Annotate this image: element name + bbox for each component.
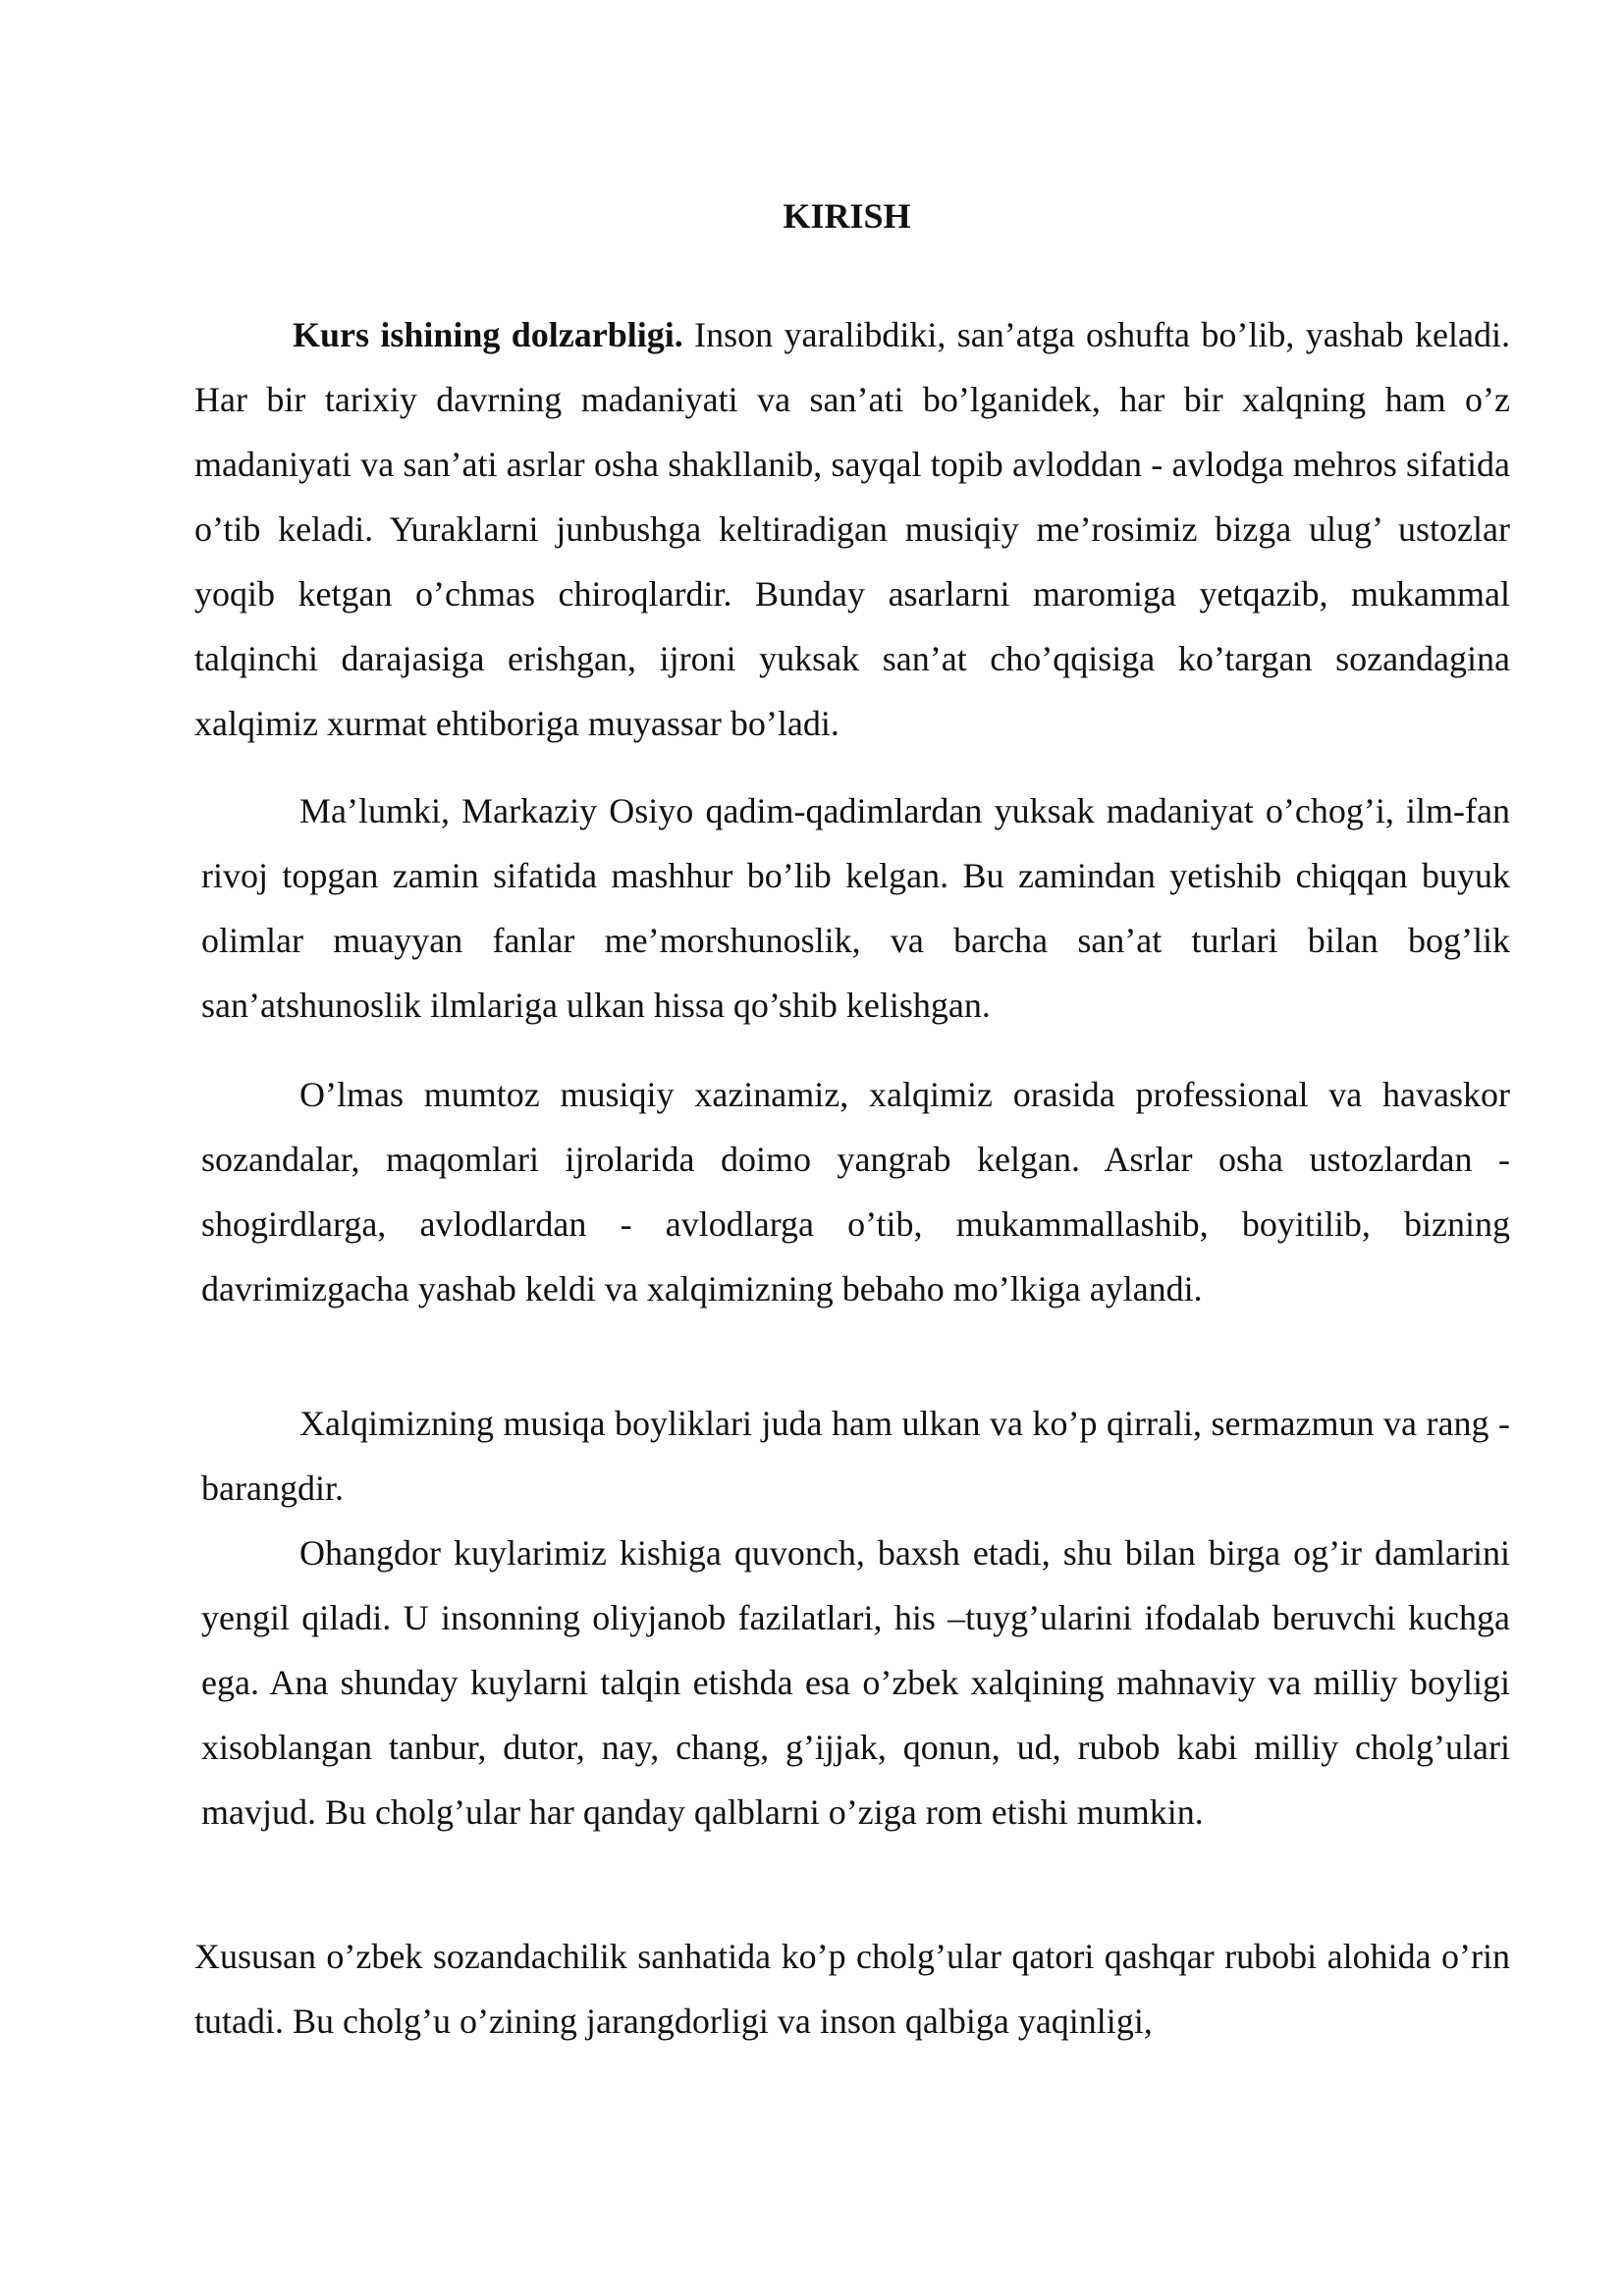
paragraph-melodies: Ohangdor kuylarimiz kishiga quvonch, baxsh etadi, shu bilan birga og’ir damlarini yengil qiladi. U insonning oliyjanob fazilatlari, his –tuyg’ularini ifodalab beruvchi kuchga ega. Ana shunday kuylarni talqin etishda esa o’zbek xalqining mahnaviy va milliy boyligi xisoblangan tanbur, dutor, nay, chang, g’ijjak, qonun, ud, rubob kabi milliy cholg’ulari mavjud. Bu cholg’ular har qanday qalblarni o’ziga rom etishi mumkin. [201,1533,1510,1832]
paragraph-text: Inson yaralibdiki, san’atga oshufta bo’lib, yashab keladi. Har bir tarixiy davrning madaniyati va san’ati bo’lganidek, har bir xalqning ham o’z madaniyati va san’ati asrlar osha shakllanib, sayqal topib avloddan - avlodga mehros sifatida o’tib keladi. Yuraklarni junbushga keltiradigan musiqiy me’rosimiz bizga ulug’ ustozlar yoqib ketgan o’chmas chiroqlardir. Bunday asarlarni maromiga yetqazib, mukammal talqinchi darajasiga erishgan, ijroni yuksak san’at cho’qqisiga ko’targan sozandagina xalqimiz xurmat ehtiboriga muyassar bo’ladi. [194,315,1510,743]
paragraph-central-asia: Ma’lumki, Markaziy Osiyo qadim-qadimlardan yuksak madaniyat o’chog’i, ilm-fan rivoj topgan zamin sifatida mashhur bo’lib kelgan. Bu zamindan yetishib chiqqan buyuk olimlar muayyan fanlar me’morshunoslik, va barcha san’at turlari bilan bog’lik san’atshunoslik ilmlariga ulkan hissa qo’shib kelishgan. [201,791,1510,1025]
paragraph-lead-heading: Kurs ishining dolzarbligi. [293,315,683,354]
paragraph-classical-music: O’lmas mumtoz musiqiy xazinamiz, xalqimiz orasida professional va havaskor sozandalar, maqomlari ijrolarida doimo yangrab kelgan. Asrlar osha ustozlardan - shogirdlarga, avlodlardan - avlodlarga o’tib, mukammallashib, boyitilib, bizning davrimizgacha yashab keldi va xalqimizning bebaho mo’lkiga aylandi. [201,1075,1510,1308]
paragraph-kashgar-rubab: Xususan o’zbek sozandachilik sanhatida ko’p cholg’ular qatori qashqar rubobi alohida o’rin tutadi. Bu cholg’u o’zining jarangdorligi va inson qalbiga yaqinligi, [194,1937,1510,2041]
paragraph-music-wealth: Xalqimizning musiqa boyliklari juda ham ulkan va ko’p qirrali, sermazmun va rang - barangdir. [201,1404,1510,1508]
paragraph-relevance [194,302,1510,756]
page-title: KIRISH [783,196,911,236]
